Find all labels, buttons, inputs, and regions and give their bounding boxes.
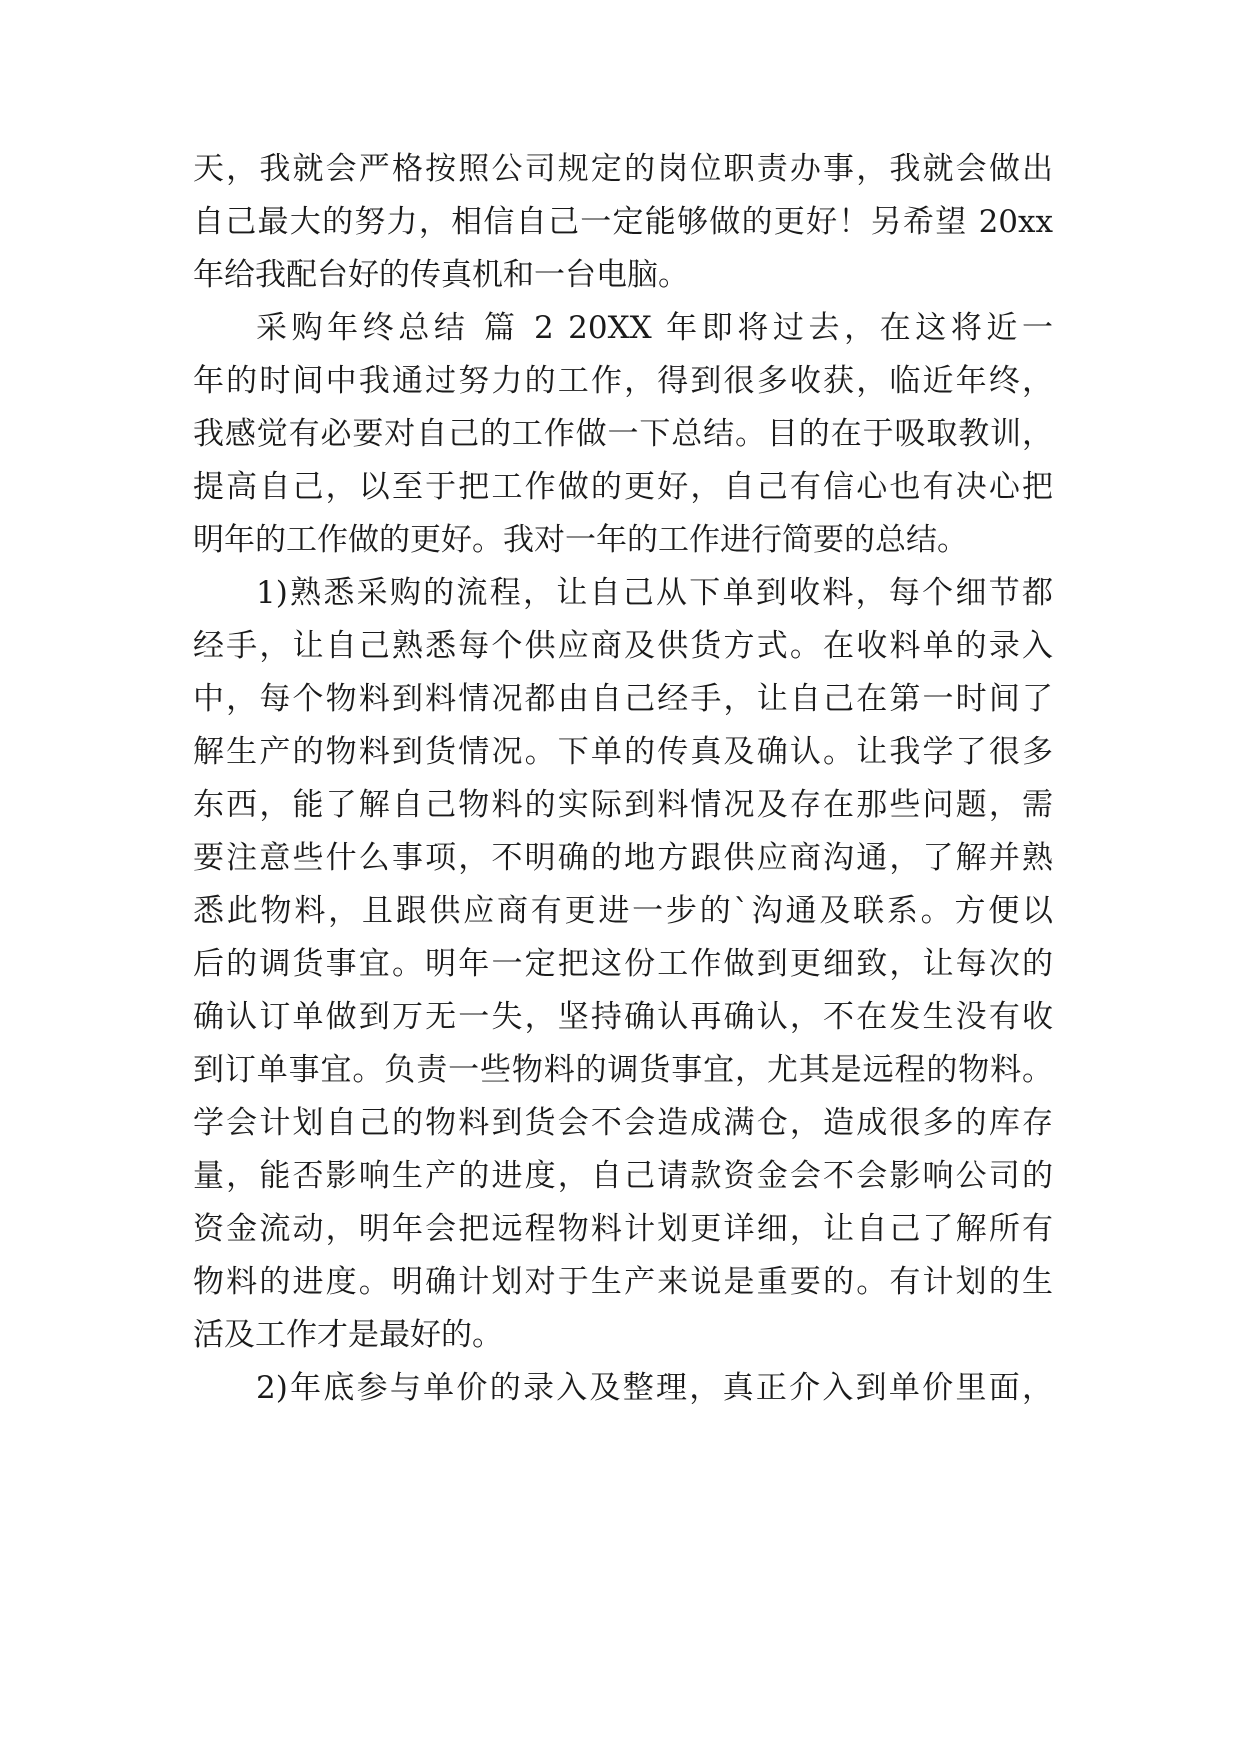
list-item-1-start: 1)熟悉采购的流程，让自己从下单到收料，每个细节都 bbox=[256, 575, 1053, 611]
text-line: 东西，能了解自己物料的实际到料情况及存在那些问题，需 bbox=[193, 787, 1053, 823]
text-line: 确认订单做到万无一失，坚持确认再确认，不在发生没有收 bbox=[193, 999, 1053, 1035]
text-line: 悉此物料，且跟供应商有更进一步的`沟通及联系。方便以 bbox=[193, 893, 1053, 929]
text-line: 提高自己，以至于把工作做的更好，自己有信心也有决心把 bbox=[193, 469, 1053, 505]
text-line: 解生产的物料到货情况。下单的传真及确认。让我学了很多 bbox=[193, 734, 1053, 770]
text-line: 年的时间中我通过努力的工作，得到很多收获，临近年终， bbox=[193, 363, 1053, 399]
text-line: 中，每个物料到料情况都由自己经手，让自己在第一时间了 bbox=[193, 681, 1053, 717]
list-item-2-start: 2)年底参与单价的录入及整理，真正介入到单价里面， bbox=[256, 1370, 1053, 1406]
text-line: 明年的工作做的更好。我对一年的工作进行简要的总结。 bbox=[193, 522, 968, 558]
text-line: 后的调货事宜。明年一定把这份工作做到更细致，让每次的 bbox=[193, 946, 1053, 982]
text-line: 学会计划自己的物料到货会不会造成满仓，造成很多的库存 bbox=[193, 1105, 1053, 1141]
text-line: 我感觉有必要对自己的工作做一下总结。目的在于吸取教训， bbox=[193, 416, 1053, 452]
text-line: 年给我配台好的传真机和一台电脑。 bbox=[193, 257, 689, 293]
text-line: 天，我就会严格按照公司规定的岗位职责办事，我就会做出 bbox=[193, 151, 1053, 187]
text-line: 量，能否影响生产的进度，自己请款资金会不会影响公司的 bbox=[193, 1158, 1053, 1194]
section-heading-line: 采购年终总结 篇 2 20XX 年即将过去，在这将近一 bbox=[256, 310, 1053, 346]
text-line: 到订单事宜。负责一些物料的调货事宜，尤其是远程的物料。 bbox=[193, 1052, 1053, 1088]
text-line: 资金流动，明年会把远程物料计划更详细，让自己了解所有 bbox=[193, 1211, 1053, 1247]
text-line: 自己最大的努力，相信自己一定能够做的更好！另希望 20xx bbox=[193, 204, 1053, 240]
text-line: 物料的进度。明确计划对于生产来说是重要的。有计划的生 bbox=[193, 1264, 1053, 1300]
text-line: 要注意些什么事项，不明确的地方跟供应商沟通，了解并熟 bbox=[193, 840, 1053, 876]
text-line: 活及工作才是最好的。 bbox=[193, 1317, 503, 1353]
text-line: 经手，让自己熟悉每个供应商及供货方式。在收料单的录入 bbox=[193, 628, 1053, 664]
